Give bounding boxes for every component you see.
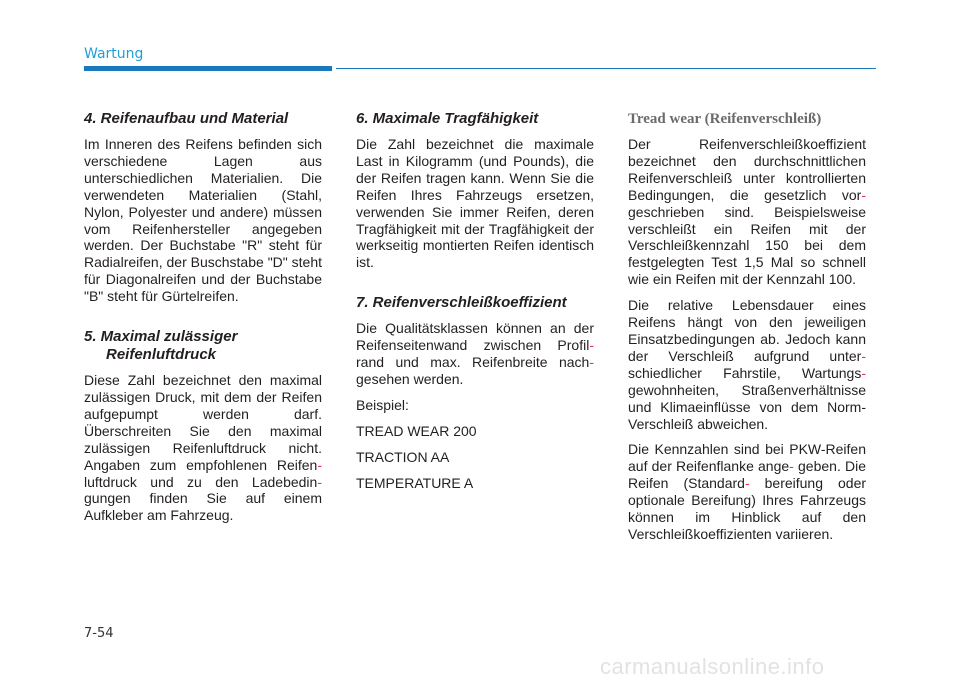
heading-tread-wear: Tread wear (Reifenverschleiß): [628, 111, 822, 127]
heading-max-load: 6. Maximale Tragfähigkeit: [356, 110, 539, 127]
soft-hyphen: -: [317, 473, 322, 490]
paragraph-max-pressure: Diese Zahl bezeichnet den maximal zulässigen Druck, mit dem der Reifen aufgepumpt werden darf. Überschreiten Sie den maximal zulässigen Reifenluftdruck nicht. Angaben zum empfohlenen Reifen- luftdruck und zu den Ladebedin- gungen finden Sie auf einem Aufkleber am Fahrzeug.: [84, 372, 322, 524]
heading-max-pressure-line2: Reifenluftdruck: [106, 346, 217, 364]
soft-hyphen: -: [861, 364, 866, 381]
heading-wear-coefficient: 7. Reifenverschleißkoeffizient: [356, 294, 567, 312]
example-traction: TRACTION AA: [356, 448, 450, 465]
paragraph-tire-construction: Im Inneren des Reifens befinden sich verschiedene Lagen aus unterschiedlichen Materialien. Die verwendeten Materialien (Stahl, Nylon, Polyester und andere) müssen vom Reifenhersteller angegeben werden. Der Buchstabe "R" steht für Radialreifen, der Buschstabe "D" steht für Diagonalreifen und der Buchstabe "B" steht für Gürtelreifen.: [84, 136, 322, 305]
header-rule-thin: [336, 68, 876, 69]
column-2: [356, 110, 594, 501]
paragraph-tread-wear-1: Der Reifenverschleißkoeffizient bezeichnet den durchschnittlichen Reifenverschleiß unter kontrollierten Bedingungen, die gesetzlich vor- geschrieben sind. Beispielsweise verschleißt ein Reifen mit der Verschleißkennzahl 150 bei dem festgelegten Test 1,5 Mal so schnell wie ein Reifen mit der Kennzahl 100.: [628, 136, 866, 288]
example-temperature: TEMPERATURE A: [356, 474, 474, 491]
section-title: Wartung: [84, 46, 144, 62]
soft-hyphen: -: [589, 337, 594, 354]
soft-hyphen: -: [861, 347, 866, 364]
soft-hyphen: -: [589, 354, 594, 371]
column-3: [628, 110, 866, 552]
soft-hyphen: -: [861, 186, 866, 203]
watermark: carmanualsonline.info: [600, 654, 825, 679]
heading-max-pressure: [84, 328, 322, 364]
paragraph-wear-coefficient: Die Qualitätsklassen können an der Reifenseitenwand zwischen Profil- rand und max. Reifenbreite nach- gesehen werden.: [356, 320, 594, 387]
page-number: 7-54: [84, 626, 114, 641]
paragraph-tread-wear-3: Die Kennzahlen sind bei PKW-Reifen auf der Reifenflanke ange- geben. Die Reifen (Standard- bereifung oder optionale Bereifung) Ihres Fahrzeugs können im Hinblick auf den Verschleißkoeffizienten variieren.: [628, 441, 867, 542]
soft-hyphen: -: [789, 458, 794, 475]
example-tread-wear: TREAD WEAR 200: [356, 422, 477, 439]
heading-max-pressure-line1: 5. Maximal zulässiger: [84, 328, 238, 346]
heading-tire-construction: 4. Reifenaufbau und Material: [84, 110, 289, 127]
header-rule-thick: [84, 66, 332, 71]
soft-hyphen: -: [744, 475, 750, 492]
soft-hyphen: -: [317, 456, 322, 473]
paragraph-tread-wear-2: Die relative Lebensdauer eines Reifens hängt von den jeweiligen Einsatzbedingungen ab. Jedoch kann der Verschleiß aufgrund unter- schiedlicher Fahrstile, Wartungs- gewohnheiten, Straßenverhältnisse und Klimaeinflüsse von dem Norm-Verschleiß abweichen.: [628, 297, 866, 432]
column-1: [84, 110, 322, 533]
paragraph-max-load: Die Zahl bezeichnet die maximale Last in Kilogramm (und Pounds), die der Reifen tragen kann. Wenn Sie die Reifen Ihres Fahrzeugs ersetzen, verwenden Sie immer Reifen, deren Tragfähigkeit mit der Tragfähigkeit der werkseitig montierten Reifen identisch ist.: [356, 136, 594, 271]
example-label: Beispiel:: [356, 396, 409, 413]
